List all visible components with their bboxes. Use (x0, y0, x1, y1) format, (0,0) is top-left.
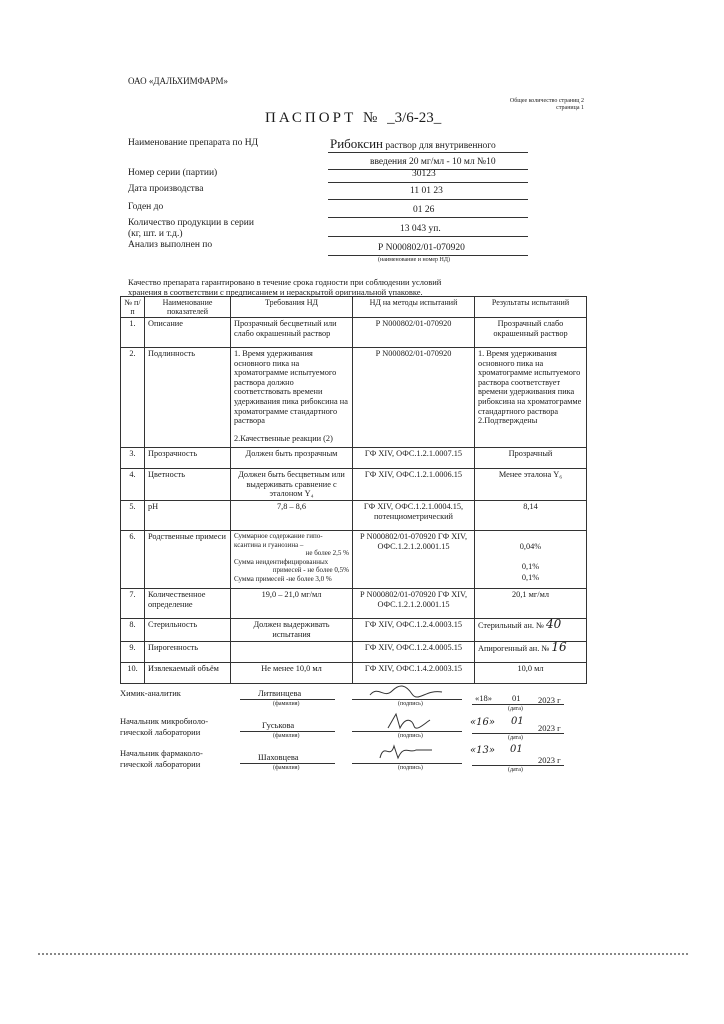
signature-role: Химик-аналитик (120, 688, 181, 698)
row-method: Р N000802/01-070920 ГФ XIV, ОФС.1.2.1.2.0001.15 (353, 531, 475, 589)
row-indicator: pH (145, 501, 231, 531)
req-line: Суммарное содержание гипо- (234, 532, 323, 540)
signer-surname: Шаховцева (258, 752, 299, 762)
result-line: 0,1% (521, 561, 540, 571)
row-number: 3. (121, 448, 145, 469)
result-text-2: 2.Подтверждены (478, 416, 538, 426)
table-row (121, 531, 587, 589)
table-row (121, 619, 587, 642)
analysis-caption: (наименование и номер НД) (378, 257, 450, 263)
quality-note-1: Качество препарата гарантировано в течение срока годности при соблюдении условий (128, 277, 442, 287)
drug-desc-2: введения 20 мг/мл - 10 мл №10 (370, 157, 496, 167)
row-requirement: Должен быть бесцветным или выдерживать сравнение с эталоном Y₄ (231, 469, 353, 501)
table-row (121, 589, 587, 619)
header-indicator: Наименование показателей (145, 297, 231, 318)
sign-day: «13» (470, 745, 495, 756)
drug-desc-1: раствор для внутривенного (385, 141, 496, 151)
row-result (475, 531, 587, 589)
row-indicator: Цветность (145, 469, 231, 501)
row-indicator: Количественное определение (145, 589, 231, 619)
result-text: Стерильный ан. № (478, 621, 544, 630)
analysis-label: Анализ выполнен по (128, 240, 213, 250)
caption-date: (дата) (508, 735, 523, 741)
row-method: ГФ XIV, ОФС.1.2.1.0007.15 (353, 448, 475, 469)
quality-note-2: хранения в соответствии с предписанием и нераскрытой оригинальной упаковке. (128, 287, 423, 297)
caption-signature: (подпись) (398, 733, 423, 739)
row-method: ГФ XIV, ОФС.1.2.4.0003.15 (353, 619, 475, 642)
sign-year: 2023 г (538, 695, 561, 705)
row-result: 8,14 (475, 501, 587, 531)
signature-role: Начальник фармаколо- (120, 748, 203, 758)
page-current: страница 1 (556, 105, 584, 111)
table-row (121, 348, 587, 448)
header-requirements: Требования НД (231, 297, 353, 318)
row-requirement (231, 642, 353, 663)
handwritten-number: 40 (546, 617, 562, 631)
row-result (475, 348, 587, 448)
analysis-value: Р N000802/01-070920 (378, 243, 465, 253)
row-indicator: Родственные примеси (145, 531, 231, 589)
scan-edge-line (38, 953, 688, 955)
row-number: 1. (121, 318, 145, 348)
req-line: примесей - не более 0,5% (272, 566, 349, 575)
header-method: НД на методы испытаний (353, 297, 475, 318)
page-count (494, 98, 584, 112)
row-requirement (231, 531, 353, 589)
row-requirement: 19,0 – 21,0 мг/мл (231, 589, 353, 619)
batch-label: Номер серии (партии) (128, 168, 218, 178)
table-header-row (121, 297, 587, 318)
req-line: не более 2,5 % (305, 549, 349, 558)
row-number: 7. (121, 589, 145, 619)
sign-year: 2023 г (538, 755, 561, 765)
prod-date-label: Дата производства (128, 184, 204, 194)
result-line: 0,1% (521, 573, 540, 583)
sign-year: 2023 г (538, 723, 561, 733)
expiry-label: Годен до (128, 202, 164, 212)
row-result: 10,0 мл (475, 663, 587, 684)
row-result: 20,1 мг/мл (475, 589, 587, 619)
row-method: Р N000802/01-070920 (353, 318, 475, 348)
table-row (121, 642, 587, 663)
row-requirement (231, 348, 353, 448)
req-line: Сумма неидентифицированных (234, 557, 329, 566)
title-number: _3/6-23_ (387, 110, 442, 126)
test-results-table (120, 296, 587, 684)
row-method: Р N000802/01-070920 ГФ XIV, ОФС.1.2.1.2.0001.15 (353, 589, 475, 619)
row-indicator: Описание (145, 318, 231, 348)
row-number: 4. (121, 469, 145, 501)
row-result (475, 642, 587, 663)
row-number: 6. (121, 531, 145, 589)
row-method: Р N000802/01-070920 (353, 348, 475, 448)
header-result: Результаты испытаний (475, 297, 587, 318)
pages-total: Общее количество страниц 2 (509, 98, 584, 104)
caption-date: (дата) (508, 706, 523, 712)
caption-date: (дата) (508, 767, 523, 773)
batch-value: 30123 (412, 169, 436, 179)
table-row (121, 663, 587, 684)
row-result: Прозрачный (475, 448, 587, 469)
qty-value: 13 043 уп. (400, 224, 441, 234)
sign-day: «18» (475, 693, 492, 703)
row-method: ГФ XIV, ОФС.1.4.2.0003.15 (353, 663, 475, 684)
caption-surname: (фамилия) (273, 765, 300, 771)
sign-month: 01 (510, 744, 523, 755)
signature-role-2: гической лаборатории (120, 727, 201, 737)
company-name: ОАО «ДАЛЬХИМФАРМ» (128, 76, 229, 86)
row-method: ГФ XIV, ОФС.1.2.4.0005.15 (353, 642, 475, 663)
table-row (121, 448, 587, 469)
sign-month: 01 (511, 716, 524, 727)
caption-signature: (подпись) (398, 765, 423, 771)
drug-label: Наименование препарата по НД (128, 138, 259, 148)
signature-scribble (376, 738, 438, 764)
row-number: 10. (121, 663, 145, 684)
qty-label-1: Количество продукции в серии (128, 218, 254, 228)
qty-label-2: (кг, шт. и т.д.) (128, 229, 183, 239)
row-indicator: Стерильность (145, 619, 231, 642)
row-result (475, 619, 587, 642)
drug-name-block (330, 136, 496, 152)
header-number: № п/п (121, 297, 145, 318)
passport-title (265, 110, 441, 127)
caption-surname: (фамилия) (273, 701, 300, 707)
row-indicator: Прозрачность (145, 448, 231, 469)
row-requirement: Должен выдерживать испытания (231, 619, 353, 642)
row-result: Прозрачный слабо окрашенный раствор (475, 318, 587, 348)
row-requirement: Должен быть прозрачным (231, 448, 353, 469)
req-line: Сумма примесей -не более 3,0 % (234, 574, 332, 583)
quality-note (128, 277, 441, 297)
row-result: Менее эталона Y₆ (475, 469, 587, 501)
signer-surname: Гуськова (262, 720, 295, 730)
handwritten-number: 16 (551, 640, 567, 654)
requirement-text: 1. Время удерживания основного пика на хроматограмме испытуемого раствора должно соответствовать времени удерживания пика рибоксина на хроматограмме стандартного раствора (234, 349, 348, 426)
result-text: Апирогенный ан. № (478, 644, 550, 653)
signature-role-2: гической лаборатории (120, 759, 201, 769)
table-row (121, 469, 587, 501)
row-requirement: Не менее 10,0 мл (231, 663, 353, 684)
title-prefix: ПАСПОРТ № (265, 110, 381, 126)
row-number: 8. (121, 619, 145, 642)
requirement-text-2: 2.Качественные реакции (2) (234, 433, 333, 443)
row-requirement: Прозрачный бесцветный или слабо окрашенный раствор (231, 318, 353, 348)
signer-surname: Литвинцева (258, 688, 302, 698)
row-requirement: 7,8 – 8,6 (231, 501, 353, 531)
drug-name: Рибоксин (330, 136, 383, 151)
prod-date-value: 11 01 23 (410, 186, 443, 196)
req-line: ксантина и гуанозина – (234, 540, 304, 549)
row-indicator: Подлинность (145, 348, 231, 448)
row-number: 9. (121, 642, 145, 663)
table-row (121, 318, 587, 348)
row-indicator: Извлекаемый объём (145, 663, 231, 684)
row-method: ГФ XIV, ОФС.1.2.1.0006.15 (353, 469, 475, 501)
sign-month: 01 (512, 693, 521, 703)
row-method: ГФ XIV, ОФС.1.2.1.0004.15, потенциометрический (353, 501, 475, 531)
row-number: 2. (121, 348, 145, 448)
sign-day: «16» (470, 717, 495, 728)
result-line: 0,04% (519, 542, 542, 551)
caption-signature: (подпись) (398, 701, 423, 707)
signature-role: Начальник микробиоло- (120, 716, 209, 726)
row-number: 5. (121, 501, 145, 531)
result-text: 1. Время удерживания основного пика на хроматограмме испытуемого раствора соответствует времени удерживания пика рибоксина на хроматограмме стандартного раствора (478, 349, 582, 416)
expiry-value: 01 26 (413, 205, 435, 215)
caption-surname: (фамилия) (273, 733, 300, 739)
table-row (121, 501, 587, 531)
row-indicator: Пирогенность (145, 642, 231, 663)
